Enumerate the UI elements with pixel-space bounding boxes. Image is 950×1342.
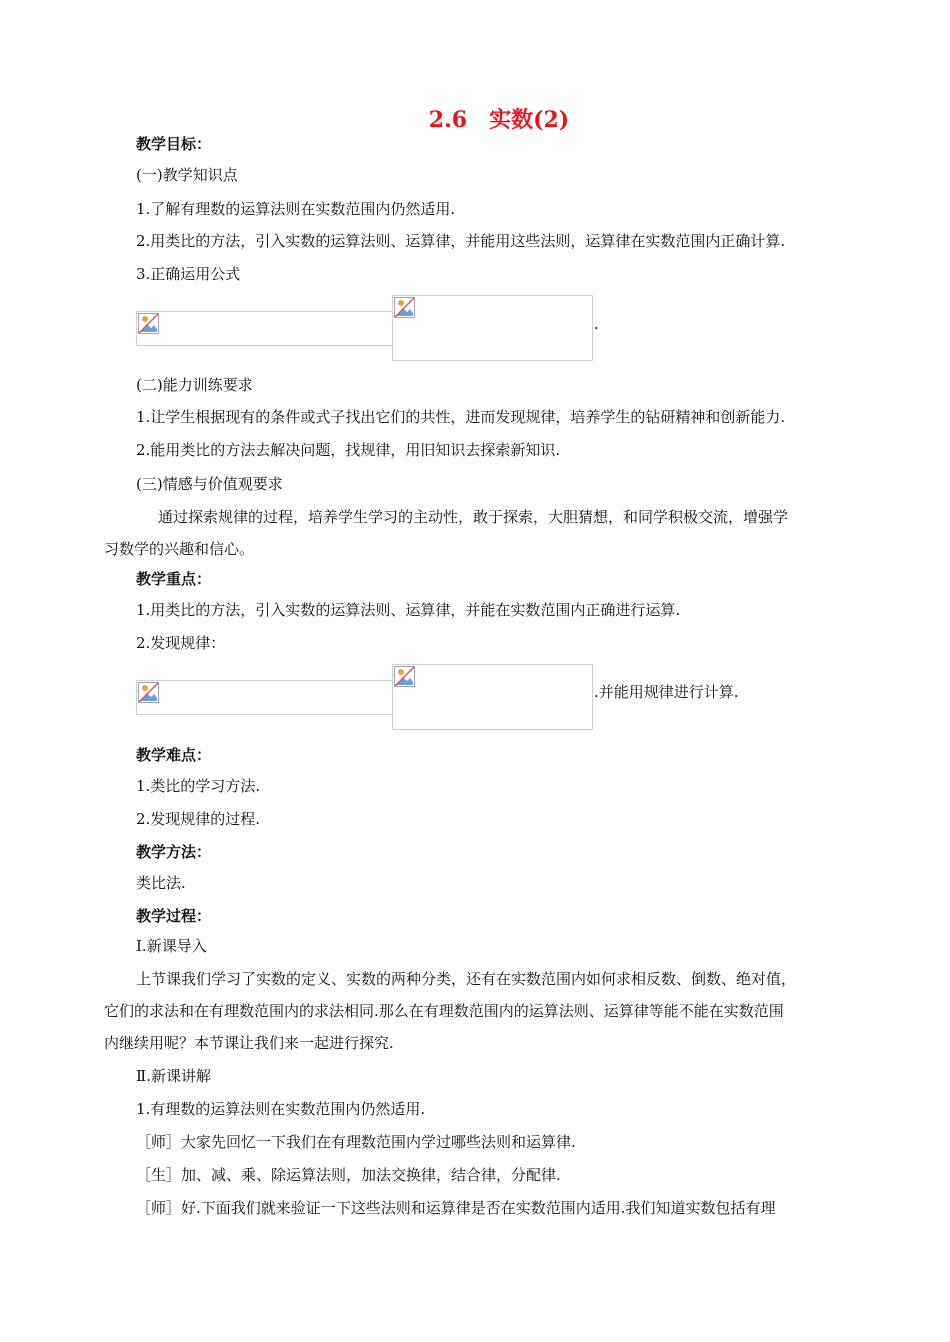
dialogue-teacher-1: ［师］大家先回忆一下我们在有理数范围内学过哪些法则和运算律.	[136, 1133, 576, 1151]
lecture-item-1: 1.有理数的运算法则在实数范围内仍然适用.	[136, 1100, 426, 1118]
dialogue-teacher-2: ［师］好.下面我们就来验证一下这些法则和运算律是否在实数范围内适用.我们知道实数包括有理	[136, 1199, 776, 1217]
knowledge-item-2: 2.用类比的方法，引入实数的运算法则、运算律，并能用这些法则，运算律在实数范围内正确计算.	[136, 232, 786, 250]
difficulty-item-2: 2.发现规律的过程.	[136, 810, 261, 828]
difficulty-item-1: 1.类比的学习方法.	[136, 777, 261, 795]
emotion-paragraph-line-2: 习数学的兴趣和信心。	[104, 540, 255, 558]
knowledge-item-3: 3.正确运用公式	[136, 265, 241, 283]
knowledge-item-1: 1.了解有理数的运算法则在实数范围内仍然适用.	[136, 200, 456, 218]
emotion-paragraph-line-1: 通过探索规律的过程，培养学生学习的主动性，敢于探索，大胆猜想，和同学积极交流，增强学	[158, 508, 789, 526]
broken-image-icon	[394, 297, 415, 318]
formula-trailing-text: .并能用规律进行计算.	[594, 683, 739, 701]
part-2-heading: Ⅱ.新课讲解	[136, 1067, 211, 1085]
broken-image-icon	[138, 682, 159, 703]
key-points-heading: 教学重点：	[136, 570, 212, 588]
document-title: 2.6 实数(2)	[428, 107, 570, 133]
key-item-1: 1.用类比的方法，引入实数的运算法则、运算律，并能在实数范围内正确进行运算.	[136, 601, 681, 619]
process-heading: 教学过程：	[136, 907, 212, 925]
dialogue-student-1: ［生］加、减、乘、除运算法则，加法交换律，结合律，分配律.	[136, 1166, 561, 1184]
method-heading: 教学方法：	[136, 843, 212, 861]
broken-image-icon	[138, 313, 159, 334]
broken-image-icon	[394, 666, 415, 687]
part-1-heading: Ⅰ.新课导入	[136, 937, 207, 955]
formula-trailing-period: .	[594, 315, 599, 333]
intro-paragraph-line-2: 它们的求法和在有理数范围内的求法相同.那么在有理数范围内的运算法则、运算律等能不能在实数范围	[104, 1002, 784, 1020]
key-item-2: 2.发现规律：	[136, 634, 226, 652]
intro-paragraph-line-3: 内继续用呢？本节课让我们来一起进行探究.	[104, 1034, 394, 1052]
section-ability: (二)能力训练要求	[136, 376, 253, 394]
section-emotion: (三)情感与价值观要求	[136, 475, 283, 493]
method-text: 类比法.	[136, 874, 186, 892]
formula-image-placeholder	[136, 311, 393, 346]
formula-image-placeholder	[136, 680, 393, 715]
section-knowledge: (一)教学知识点	[136, 166, 238, 184]
formula-image-placeholder	[392, 664, 593, 730]
objectives-heading: 教学目标：	[136, 135, 212, 153]
ability-item-2: 2.能用类比的方法去解决问题，找规律，用旧知识去探索新知识.	[136, 441, 561, 459]
intro-paragraph-line-1: 上节课我们学习了实数的定义、实数的两种分类，还有在实数范围内如何求相反数、倒数、绝对值，	[136, 970, 797, 988]
difficulties-heading: 教学难点：	[136, 746, 212, 764]
formula-image-placeholder	[392, 295, 593, 361]
ability-item-1: 1.让学生根据现有的条件或式子找出它们的共性，进而发现规律，培养学生的钻研精神和创新能力.	[136, 408, 786, 426]
